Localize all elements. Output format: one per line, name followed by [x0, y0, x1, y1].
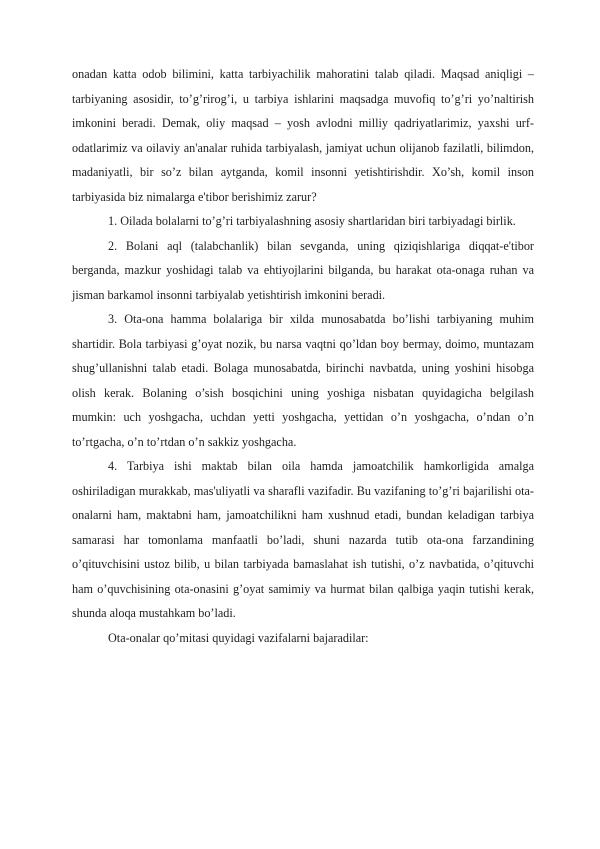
- paragraph-committee-intro: Ota-onalar qo’mitasi quyidagi vazifalarni bajaradilar:: [108, 630, 369, 645]
- paragraph-item-1: 1. Oilada bolalarni to’g’ri tarbiyalashning asosiy shartlaridan biri tarbiyadagi birlik.: [108, 214, 516, 228]
- paragraph-item-3: 3. Ota-ona hamma bolalariga bir xilda munosabatda bo’lishi tarbiyaning muhim shartidir. Bola tarbiyasi g’oyat nozik, bu narsa vaqtni qo’ldan boy bermay, doimo, muntazam shug’ullanishni talab etadi. Bolaga munosabatda, birinchi navbatda, uning yoshini hisobga olish kerak. Bolaning o’sish bosqichini uning yoshiga nisbatan quyidagicha belgilash mumkin: uch yoshgacha, uchdan yetti yoshgacha, yettidan o’n yoshgacha, o’ndan o’n to’rtgacha, o’n to’rtdan o’n sakkiz yoshgacha.: [72, 312, 534, 449]
- paragraph-item-2: 2. Bolani aql (talabchanlik) bilan sevganda, uning qiziqishlariga diqqat-e'tibor berganda, mazkur yoshidagi talab va ehtiyojlarini bilganda, bu harakat ota-onaga ruhan va jisman barkamol insonni tarbiyalab yetishtirish imkonini beradi.: [72, 238, 534, 302]
- paragraph-item-4: 4. Tarbiya ishi maktab bilan oila hamda jamoatchilik hamkorligida amalga oshiriladigan murakkab, mas'uliyatli va sharafli vazifadir. Bu vazifaning to’g’ri bajarilishi ota-onalarni ham, maktabni ham, jamoatchilikni ham xushnud etadi, bundan keladigan tarbiya samarasi har tomonlama manfaatli bo’ladi, shuni nazarda tutib ota-ona farzandining o’qituvchisini ustoz bilib, u bilan tarbiyada bamaslahat ish tutishi, o’z navbatida, o’qituvchi ham o’quvchisining ota-onasini g’oyat samimiy va hurmat bilan qalbiga yaqin tutishi kerak, shunda aloqa mustahkam bo’ladi.: [72, 459, 534, 620]
- paragraph-intro: onadan katta odob bilimini, katta tarbiyachilik mahoratini talab qiladi. Maqsad aniqligi – tarbiyaning asosidir, to’g’rirog’i, u tarbiya ishlarini maqsadga muvofiq to’g’ri yo’naltirish imkonini beradi. Demak, oliy maqsad – yosh avlodni milliy qadriyatlarimiz, yaxshi urf-odatlarimiz va oilaviy an'analar ruhida tarbiyalash, jamiyat uchun olijanob fazilatli, bilimdon, madaniyatli, bir so’z bilan aytganda, komil insonni yetishtirishdir. Xo’sh, komil inson tarbiyasida biz nimalarga e'tibor berishimiz zarur?: [72, 67, 534, 204]
